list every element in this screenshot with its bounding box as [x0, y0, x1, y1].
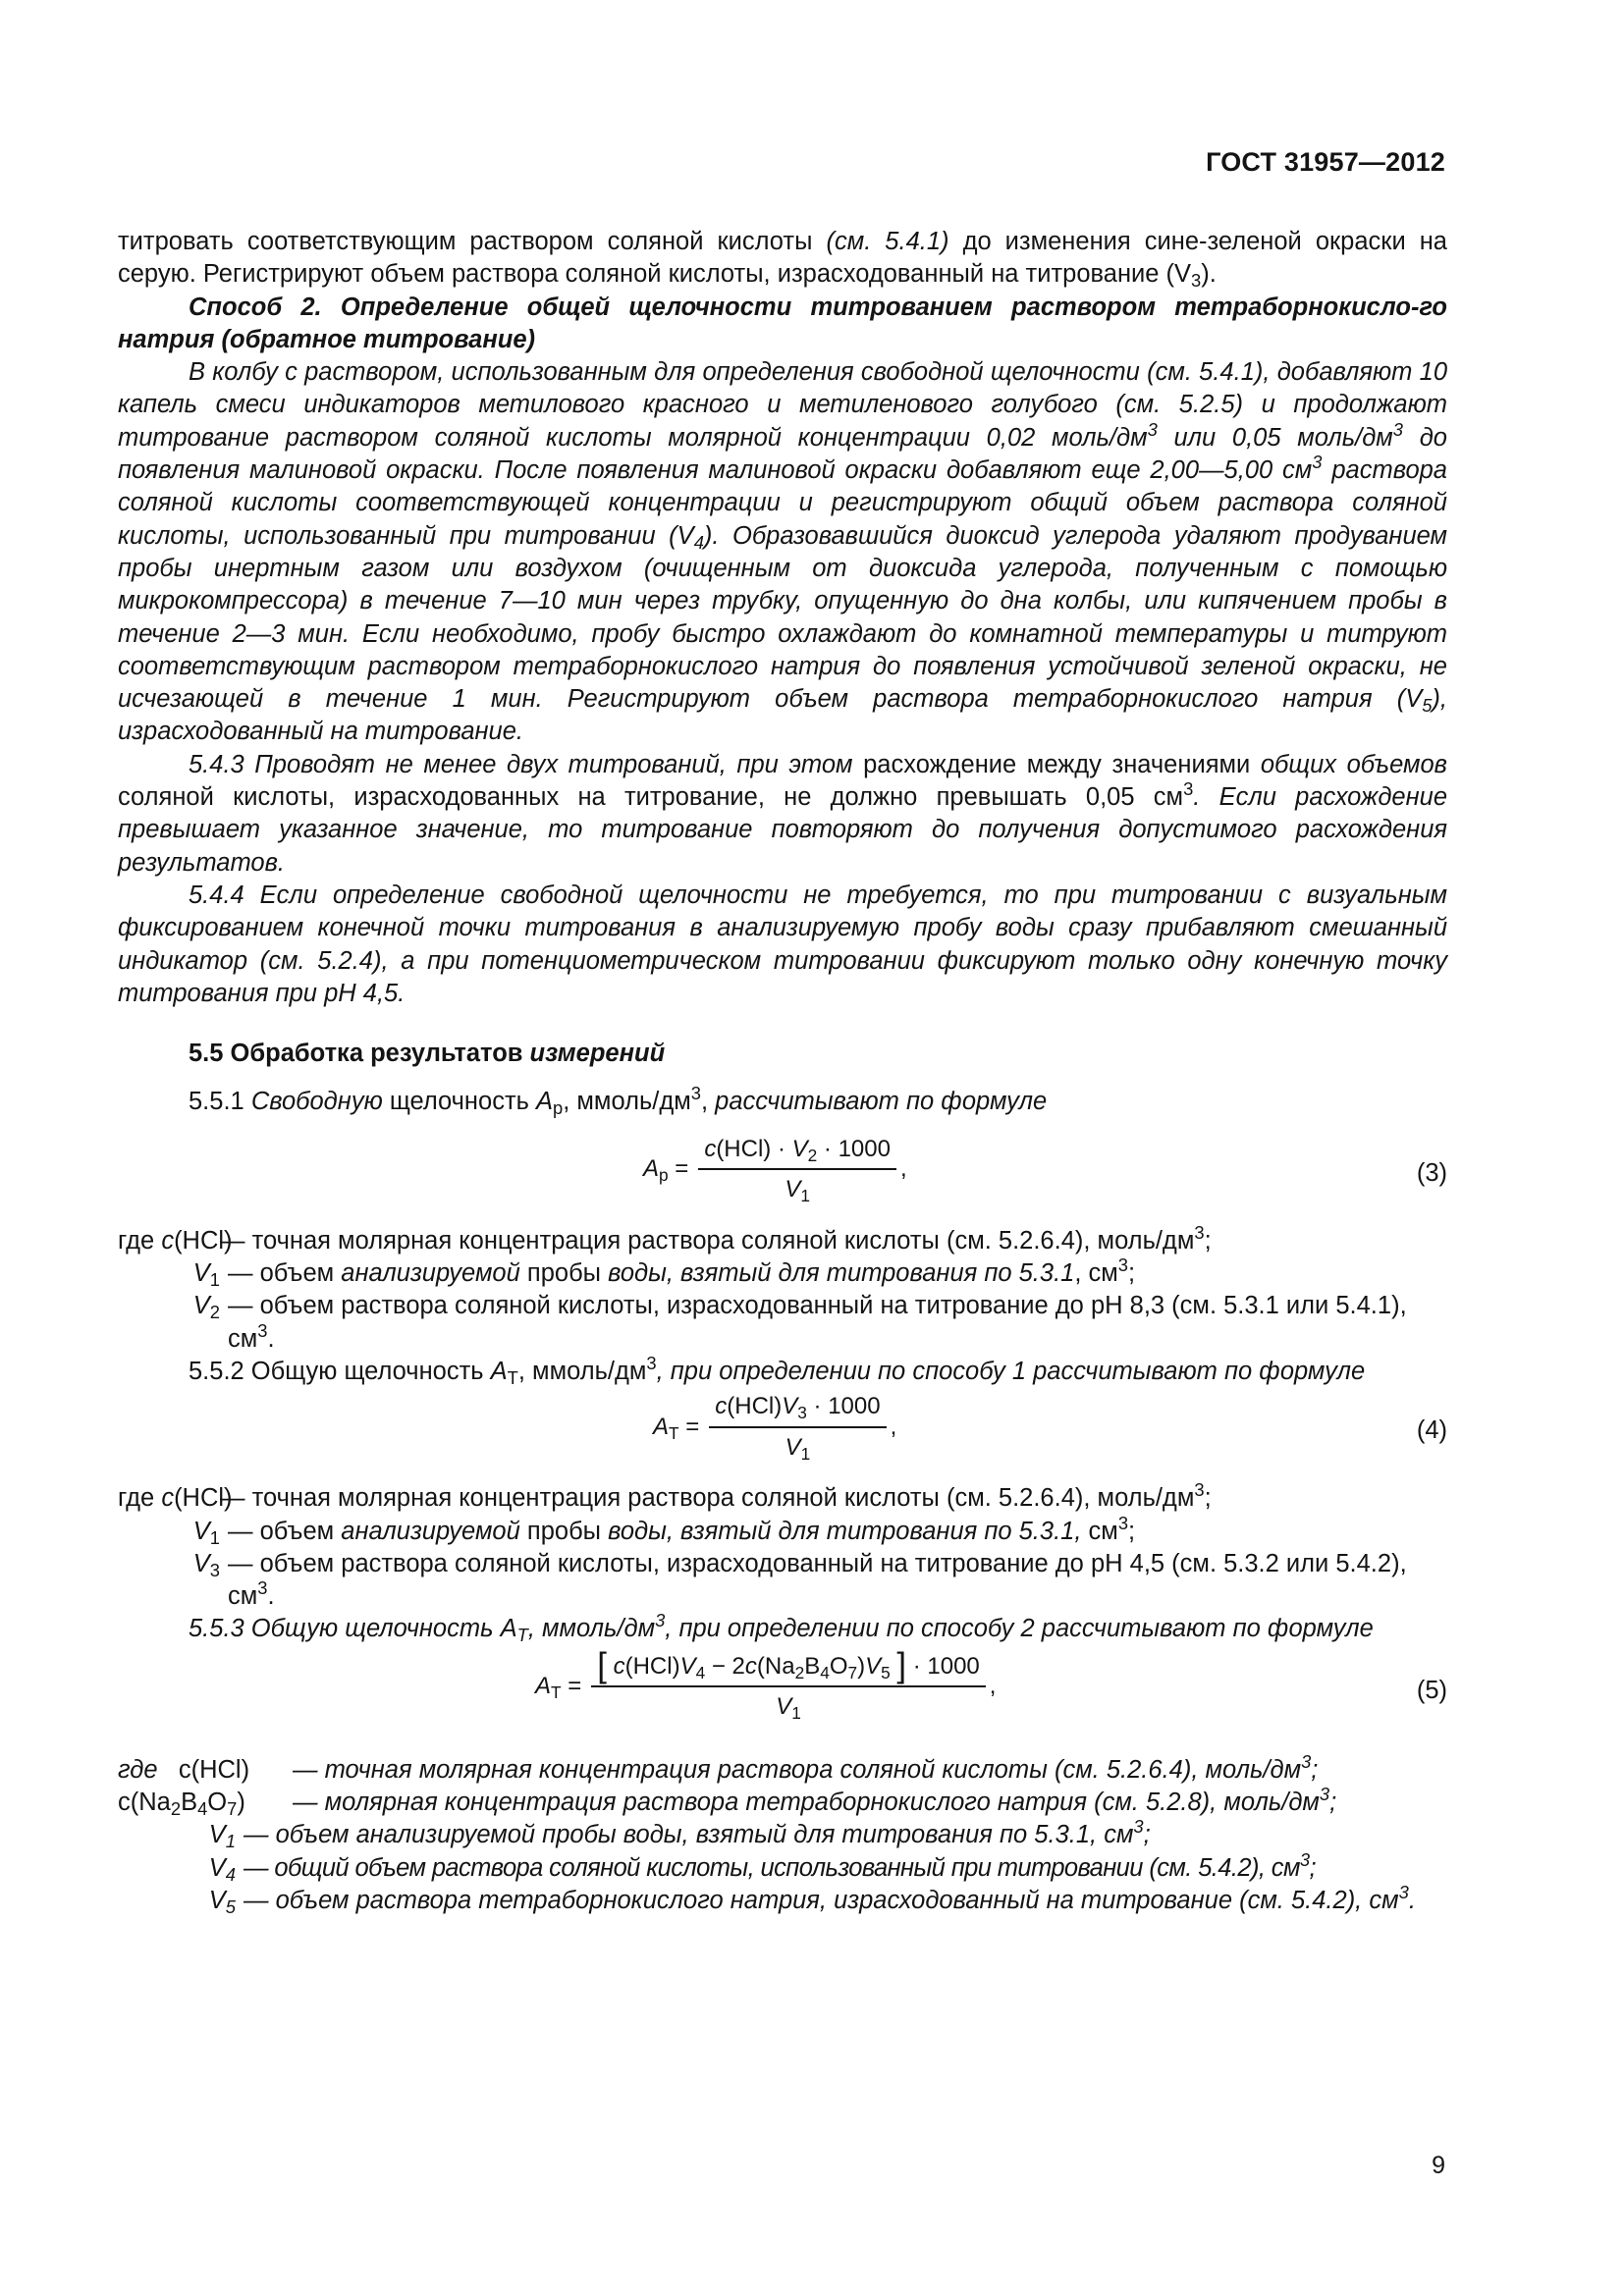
text-run: · 1000 — [906, 1652, 980, 1680]
fraction — [698, 1133, 896, 1206]
text-run: (Na — [756, 1652, 795, 1680]
text-run: · 1000 — [806, 1393, 881, 1420]
definition-row — [118, 1881, 1447, 1918]
variable: V — [208, 1853, 226, 1882]
definitions-5 — [118, 1750, 1447, 1918]
text-run: — объем — [228, 1259, 342, 1288]
bracket-open: [ — [597, 1645, 607, 1684]
text-run: где — [118, 1226, 162, 1255]
superscript: 3 — [1299, 1848, 1310, 1870]
definition-row — [118, 1783, 1447, 1820]
superscript: 3 — [1117, 1254, 1129, 1275]
subscript: 2 — [807, 1145, 818, 1165]
text-run: — объем — [228, 1517, 342, 1545]
text-run: B — [804, 1652, 821, 1680]
text-run: ; — [1204, 1226, 1212, 1255]
variable: A — [653, 1413, 670, 1440]
variable: V — [782, 1393, 798, 1420]
text-run: . — [267, 1582, 275, 1611]
text-run: анализируемой — [341, 1259, 520, 1288]
variable: A — [490, 1357, 508, 1385]
definition-label — [118, 1819, 244, 1851]
text-run: до появления малиновой окраски. После появления малиновой окраски добавляют еще 2,00—5,00 см — [118, 423, 1447, 485]
paragraph-5-4-4: 5.4.4 Если определение свободной щелочности не требуется, то при титровании с визуальным фиксированием конечной точки титрования в анализируемую пробу воды сразу прибавляют смешанный индикатор (см. 5.2.4), а при потенциометрическом титровании фиксируют только одну конечную точку титрования при pH 4,5. — [118, 881, 1447, 1007]
formula-3-expression — [643, 1133, 907, 1206]
variable: V — [208, 1886, 226, 1914]
definition-text — [220, 1221, 1447, 1257]
subscript: 4 — [197, 1798, 208, 1820]
text-run: (HCl) — [727, 1393, 783, 1420]
definition-row — [118, 1221, 1447, 1257]
text-run: O — [829, 1652, 848, 1680]
variable: c — [715, 1393, 728, 1420]
text-run: — точная молярная концентрация раствора соляной кислоты (см. 5.2.6.4), моль/дм — [293, 1755, 1302, 1784]
definition-label — [118, 1257, 228, 1290]
subscript: 4 — [695, 1662, 706, 1682]
text-run: , см — [1074, 1259, 1118, 1288]
superscript: 3 — [1194, 1221, 1205, 1243]
formula-punctuation: , — [989, 1673, 997, 1700]
definition-label — [118, 1516, 228, 1548]
subscript: 1 — [800, 1443, 811, 1464]
variable: V — [785, 1176, 801, 1203]
superscript: 3 — [257, 1319, 268, 1341]
definition-row — [118, 1848, 1447, 1885]
text-run: 5.5.3 Общую щелочность A — [189, 1615, 517, 1643]
document-id-header: ГОСТ 31957—2012 — [1206, 147, 1445, 177]
paragraph-5-4-3 — [118, 749, 1447, 880]
text-run: . — [267, 1324, 275, 1353]
method-2-title: Способ 2. Определение общей щелочности титрованием раствором тетраборнокисло-го натрия (обратное титрование) — [118, 293, 1447, 353]
section-5-5-heading — [118, 1038, 1447, 1070]
text-run: воды, взятый для титрования по 5.3.1 — [608, 1259, 1075, 1288]
text-run: до изменения сине-зеленой окраски на серую. Регистрируют объем раствора соляной кислоты, израсходованный на титрование (V — [118, 228, 1447, 289]
variable: V — [192, 1517, 210, 1545]
text-run: (HCl) — [174, 1226, 233, 1255]
variable: A — [643, 1155, 660, 1183]
variable: V — [785, 1433, 801, 1461]
subscript: 3 — [209, 1559, 220, 1580]
definition-text — [228, 1290, 1447, 1356]
text-run: (HCl) · — [716, 1135, 792, 1162]
text-run: , при определении по способу 1 рассчитывают по формуле — [656, 1357, 1366, 1385]
paragraph-5-5-1 — [118, 1083, 1447, 1119]
text-run: раствора соляной кислоты соответствующей концентрации и регистрируют общий объем раствора соляной кислоты, использованный при титровании (V — [118, 456, 1447, 550]
definition-label — [118, 1754, 293, 1787]
formula-5 — [118, 1645, 1447, 1740]
definition-label — [118, 1482, 233, 1515]
text-run: ; — [1128, 1259, 1136, 1288]
variable: V — [679, 1652, 696, 1680]
definition-text — [228, 1548, 1447, 1614]
text-run: , — [700, 1088, 716, 1116]
formula-3 — [118, 1133, 1447, 1217]
definition-text — [293, 1750, 1447, 1787]
text-run: соляной кислоты, израсходованных на титрование, не должно превышать 0,05 см — [118, 783, 1184, 812]
variable: V — [865, 1652, 882, 1680]
text-run: . — [1408, 1886, 1416, 1914]
superscript: 3 — [646, 1352, 657, 1373]
definitions-3 — [118, 1221, 1447, 1356]
text-run: В колбу с раствором, использованным для определения свободной щелочности (см. 5.4.1), добавляют 10 капель смеси индикаторов метилового красного и метиленового голубого (см. 5.2.5) и продолжают титрование раствором соляной кислоты молярной концентрации 0,02 моль/дм — [118, 358, 1447, 452]
subscript: 2 — [209, 1302, 220, 1323]
subscript: 5 — [1422, 695, 1433, 717]
definition-row — [118, 1254, 1447, 1291]
text-run: (HCl) — [624, 1652, 680, 1680]
numerator — [709, 1390, 886, 1427]
text-run: ). Образовавшийся диоксид углерода удаляют продуванием пробы инертным газом или воздухом (очищенным от диоксида углерода, полученным с помощью микрокомпрессора) в течение 7—10 мин через трубку, опущенную до дна колбы, или кипячением пробы в течение 2—3 мин. Если необходимо, пробу быстро охлаждают до комнатной температуры и титруют соответствующим раствором тетраборнокислого натрия до появления устойчивой зеленой окраски, не исчезающей в течение 1 мин. Регистрируют объем раствора тетраборнокислого натрия (V — [118, 521, 1448, 714]
definition-label — [118, 1225, 233, 1257]
page-body — [118, 226, 1447, 1917]
text-run: ; — [1128, 1517, 1136, 1545]
text-run: рассчитывают по формуле — [715, 1088, 1048, 1116]
fraction — [709, 1390, 886, 1464]
formula-4 — [118, 1390, 1447, 1474]
paragraph-5-5-3 — [118, 1610, 1447, 1646]
variable: A — [535, 1673, 552, 1700]
variable: A — [536, 1088, 554, 1116]
subscript: 1 — [209, 1526, 220, 1548]
subscript: р — [659, 1165, 669, 1186]
definition-row — [118, 1548, 1447, 1614]
page-number: 9 — [1432, 2152, 1445, 2179]
text-run: или 0,05 моль/дм — [1157, 423, 1393, 452]
formula-punctuation: , — [899, 1155, 907, 1183]
text-run: · 1000 — [817, 1135, 891, 1162]
subscript: 4 — [820, 1662, 830, 1682]
definition-label — [118, 1548, 228, 1614]
method-2-paragraph — [118, 356, 1447, 749]
text-run: — молярная концентрация раствора тетраборнокислого натрия (см. 5.2.8), моль/дм — [293, 1788, 1320, 1816]
definition-text — [244, 1881, 1447, 1917]
variable: c — [161, 1226, 175, 1255]
superscript: 3 — [1392, 418, 1404, 440]
paragraph-5-5-2 — [118, 1352, 1447, 1389]
text-run: 5.4.3 Проводят не менее двух титрований, при этом — [189, 750, 853, 778]
definition-row — [118, 1750, 1447, 1787]
superscript: 3 — [1117, 1512, 1129, 1533]
text-run: — общий объем раствора соляной кислоты, использованный при титровании (см. 5.4.2), см — [244, 1853, 1300, 1882]
text-run: воды, взятый для титрования по 5.3.1, — [608, 1517, 1082, 1545]
text-run: — точная молярная концентрация раствора соляной кислоты (см. 5.2.6.4), моль/дм — [220, 1484, 1195, 1513]
text-run: (см. 5.4.1) — [826, 228, 949, 255]
text-run: пробы — [519, 1259, 609, 1288]
text-run: ), израсходованный на титрование. — [118, 685, 1447, 746]
variable: V — [192, 1549, 210, 1577]
definition-label — [118, 1852, 244, 1885]
spacer — [118, 1070, 1447, 1086]
text-run: ) — [237, 1788, 245, 1816]
definition-row — [118, 1816, 1447, 1852]
text-run: измерений — [529, 1040, 666, 1068]
text-run: щелочность — [382, 1088, 536, 1116]
subscript: 1 — [791, 1702, 801, 1723]
text-run: − 2 — [705, 1652, 745, 1680]
text-run: ; — [1329, 1788, 1337, 1816]
definition-row — [118, 1290, 1447, 1356]
definition-text — [220, 1479, 1447, 1515]
text-run: титровать соответствующим раствором соляной кислоты — [118, 228, 827, 255]
superscript: 3 — [1312, 451, 1323, 472]
superscript: 3 — [257, 1577, 268, 1598]
denominator — [785, 1170, 810, 1205]
text-run: — объем раствора тетраборнокислого натрия, израсходованный на титрование (см. 5.4.2), см — [244, 1886, 1399, 1914]
definition-text — [244, 1816, 1447, 1851]
definitions-4 — [118, 1479, 1447, 1613]
denominator — [785, 1428, 811, 1464]
variable: V — [192, 1259, 210, 1288]
text-run: O — [207, 1788, 228, 1816]
variable: V — [208, 1821, 226, 1849]
subscript: 2 — [170, 1798, 182, 1820]
variable: c — [613, 1652, 625, 1680]
definition-label — [118, 1885, 244, 1917]
denominator — [776, 1687, 801, 1723]
text-run: пробы — [519, 1517, 609, 1545]
subscript: 5 — [881, 1662, 891, 1682]
text-run: Свободную — [250, 1088, 383, 1116]
subscript: Т — [516, 1625, 528, 1646]
text-run: где — [118, 1755, 179, 1784]
superscript: 3 — [1319, 1783, 1330, 1804]
formula-lhs: $A_Т$ = — [653, 1413, 700, 1443]
superscript: 3 — [1398, 1881, 1409, 1902]
bracket-close: ] — [896, 1645, 907, 1684]
spacer — [118, 1010, 1447, 1038]
subscript: 1 — [225, 1831, 236, 1852]
definition-label — [118, 1290, 228, 1356]
variable: V — [791, 1135, 808, 1162]
subscript: р — [553, 1097, 564, 1119]
variable: c — [744, 1652, 757, 1680]
formula-5-expression — [535, 1645, 997, 1724]
subscript: 4 — [693, 531, 704, 553]
text-run: c(Na — [118, 1788, 171, 1816]
equation-number: (4) — [1416, 1416, 1447, 1445]
definition-text — [244, 1848, 1447, 1885]
text-run: , ммоль/дм — [527, 1615, 656, 1643]
text-run: ; — [1143, 1821, 1151, 1849]
text-run: расхождение между значениями — [852, 750, 1261, 778]
subscript: 5 — [225, 1896, 236, 1918]
text-run: B — [181, 1788, 198, 1816]
text-run: c(HCl) — [178, 1755, 250, 1784]
fraction — [591, 1645, 986, 1724]
text-run: ) — [857, 1652, 866, 1680]
definition-row — [118, 1512, 1447, 1548]
superscript: 3 — [655, 1610, 666, 1631]
paragraph-continuation — [118, 226, 1447, 292]
text-run: — объем раствора соляной кислоты, израсходованный на титрование до pH 4,5 (см. 5.3.2 или 5.4.2), см — [228, 1549, 1407, 1611]
text-run: общих объемов — [1260, 750, 1447, 778]
subscript: 4 — [225, 1863, 236, 1885]
definition-row — [118, 1479, 1447, 1515]
text-run: см — [1081, 1517, 1118, 1545]
definition-label — [118, 1787, 293, 1819]
text-run: , ммоль/дм — [517, 1357, 647, 1385]
superscript: 3 — [1194, 1479, 1205, 1501]
formula-lhs: $A_Т$ = — [535, 1673, 582, 1703]
variable: c — [704, 1135, 717, 1162]
text-run: , при определении по способу 2 рассчитывают по формуле — [665, 1615, 1374, 1643]
text-run: анализируемой — [341, 1517, 520, 1545]
numerator — [591, 1645, 986, 1687]
variable: V — [776, 1692, 792, 1720]
equation-number: (5) — [1416, 1676, 1447, 1704]
text-run: ; — [1204, 1484, 1212, 1513]
formula-4-expression — [653, 1390, 896, 1464]
subscript: Т — [551, 1682, 562, 1703]
subscript: 2 — [794, 1662, 805, 1682]
subscript: 3 — [797, 1403, 807, 1423]
superscript: 3 — [1301, 1750, 1312, 1772]
text-run: — точная молярная концентрация раствора соляной кислоты (см. 5.2.6.4), моль/дм — [220, 1226, 1195, 1255]
text-run: ; — [1309, 1853, 1316, 1882]
definition-text — [228, 1254, 1447, 1290]
text-run: где — [118, 1484, 162, 1513]
equation-number: (3) — [1416, 1158, 1447, 1187]
subscript: Т — [669, 1422, 679, 1443]
text-run: 5.5 Обработка результатов — [189, 1040, 530, 1068]
formula-punctuation: , — [890, 1413, 897, 1440]
subscript: 1 — [209, 1269, 220, 1291]
text-run: 5.5.2 Общую щелочность — [189, 1357, 491, 1385]
text-run: . Если расхождение превышает указанное значение, то титрование повторяют до получения допустимого расхождения результатов. — [118, 783, 1447, 877]
subscript: 7 — [847, 1662, 858, 1682]
superscript: 3 — [690, 1083, 701, 1104]
text-run: (HCl) — [174, 1484, 233, 1513]
subscript: 1 — [800, 1185, 810, 1205]
definition-text — [293, 1783, 1447, 1819]
subscript: 7 — [227, 1798, 238, 1820]
text-run: — объем раствора соляной кислоты, израсходованный на титрование до pH 8,3 (см. 5.3.1 или 5.4.1), см — [228, 1292, 1407, 1353]
subscript: 3 — [1191, 270, 1202, 292]
superscript: 3 — [1147, 418, 1158, 440]
text-run: 5.5.1 — [189, 1088, 251, 1116]
variable: V — [192, 1292, 210, 1320]
variable: c — [161, 1484, 175, 1513]
text-run: — объем анализируемой пробы воды, взятый для титрования по 5.3.1, см — [244, 1821, 1134, 1849]
superscript: 3 — [1183, 777, 1194, 799]
text-run: ). — [1201, 260, 1217, 289]
superscript: 3 — [1133, 1816, 1144, 1838]
definition-text — [228, 1512, 1447, 1548]
text-run: , ммоль/дм — [563, 1088, 691, 1116]
text-run: ; — [1311, 1755, 1319, 1784]
numerator — [698, 1133, 896, 1170]
subscript: Т — [507, 1367, 518, 1389]
formula-lhs: $A_р$ = — [643, 1155, 689, 1186]
